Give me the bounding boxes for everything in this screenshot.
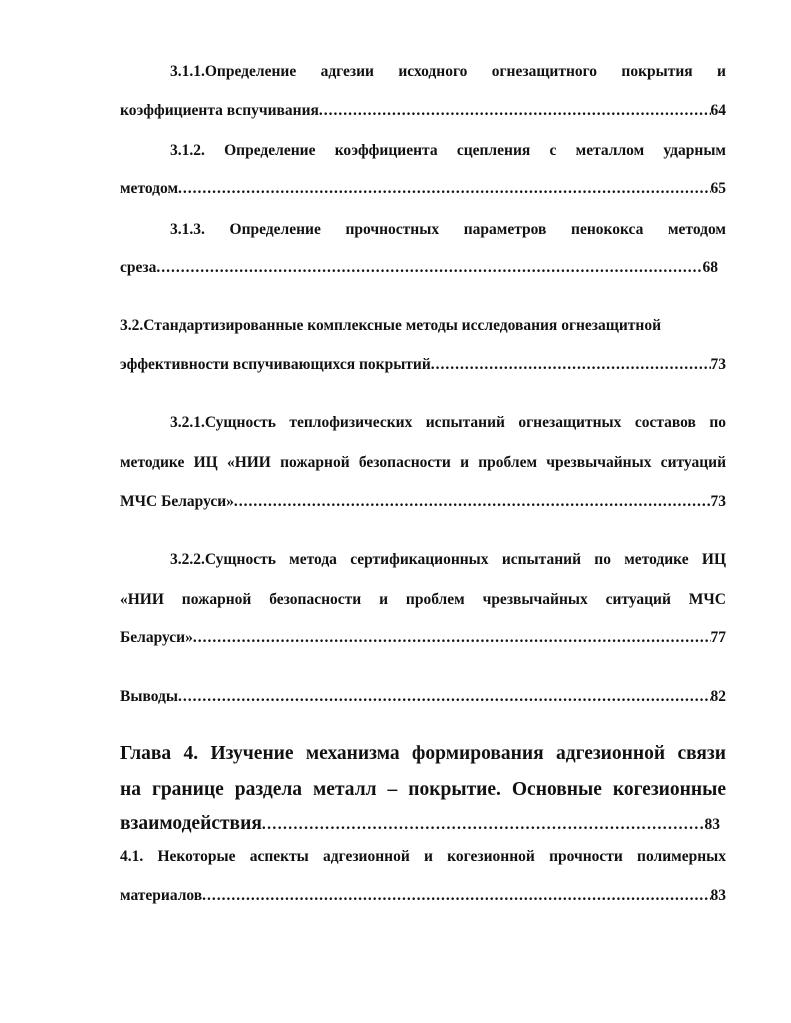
- toc-page-number: 68: [702, 259, 718, 276]
- toc-page-number: 73: [710, 493, 726, 510]
- toc-page-number: 64: [710, 102, 726, 119]
- dot-leader: [262, 812, 705, 837]
- toc-entry-chapter-4[interactable]: [120, 811, 720, 837]
- toc-entry-3-1-1-line1: 3.1.1.Определение адгезии исходного огнезащитного покрытия и: [170, 63, 726, 80]
- toc-entry-3-1-3[interactable]: [120, 258, 718, 278]
- dot-leader: [431, 355, 711, 375]
- toc-entry-4-1-line1: 4.1. Некоторые аспекты адгезионной и когезионной прочности полимерных: [120, 848, 726, 865]
- chapter-4-title-line1: Глава 4. Изучение механизма формирования адгезионной связи: [120, 743, 726, 764]
- dot-leader: [178, 179, 710, 199]
- toc-entry-3-2[interactable]: [120, 355, 726, 375]
- toc-entry-3-1-3-line1: 3.1.3. Определение прочностных параметров пенококса методом: [170, 221, 726, 238]
- toc-entry-3-1-2[interactable]: [120, 179, 726, 199]
- toc-page-number: 83: [704, 816, 720, 833]
- toc-entry-3-2-2-line1: 3.2.2.Сущность метода сертификационных испытаний по методике ИЦ: [170, 551, 726, 568]
- toc-entry-3-2-1[interactable]: [120, 492, 726, 512]
- toc-entry-title: коэффициента вспучивания: [120, 102, 319, 119]
- toc-entry-title: Выводы: [120, 688, 178, 705]
- chapter-4-title-line2: на границе раздела металл – покрытие. Основные когезионные: [120, 779, 726, 800]
- toc-entry-conclusions[interactable]: [120, 687, 726, 707]
- toc-entry-title: среза: [120, 259, 157, 276]
- toc-entry-3-2-1-line1: 3.2.1.Сущность теплофизических испытаний огнезащитных составов по: [170, 414, 726, 431]
- toc-entry-3-2-2[interactable]: [120, 628, 726, 648]
- toc-entry-3-1-1[interactable]: [120, 101, 726, 121]
- toc-page-number: 73: [710, 356, 726, 373]
- dot-leader: [193, 628, 711, 648]
- dot-leader: [319, 101, 711, 121]
- toc-entry-title: Беларуси»: [120, 629, 193, 646]
- toc-entry-3-2-2-line2: «НИИ пожарной безопасности и проблем чрезвычайных ситуаций МЧС: [120, 591, 726, 608]
- toc-entry-title: МЧС Беларуси»: [120, 493, 234, 510]
- toc-entry-4-1[interactable]: [120, 886, 726, 906]
- dot-leader: [234, 492, 711, 512]
- toc-entry-title: материалов: [120, 887, 203, 904]
- toc-entry-3-1-2-line1: 3.1.2. Определение коэффициента сцепления с металлом ударным: [170, 142, 726, 159]
- dot-leader: [156, 258, 702, 278]
- toc-page-number: 82: [710, 688, 726, 705]
- toc-entry-3-2-line1: 3.2.Стандартизированные комплексные методы исследования огнезащитной: [120, 317, 662, 334]
- toc-entry-title: взаимодействия: [120, 813, 262, 834]
- toc-entry-title: эффективности вспучивающихся покрытий: [120, 356, 431, 373]
- toc-entry-title: методом: [120, 180, 179, 197]
- toc-page-number: 77: [710, 629, 726, 646]
- toc-page-number: 65: [710, 180, 726, 197]
- toc-page-number: 83: [710, 887, 726, 904]
- dot-leader: [202, 886, 710, 906]
- toc-entry-3-2-1-line2: методике ИЦ «НИИ пожарной безопасности и проблем чрезвычайных ситуаций: [120, 454, 726, 471]
- dot-leader: [178, 687, 711, 707]
